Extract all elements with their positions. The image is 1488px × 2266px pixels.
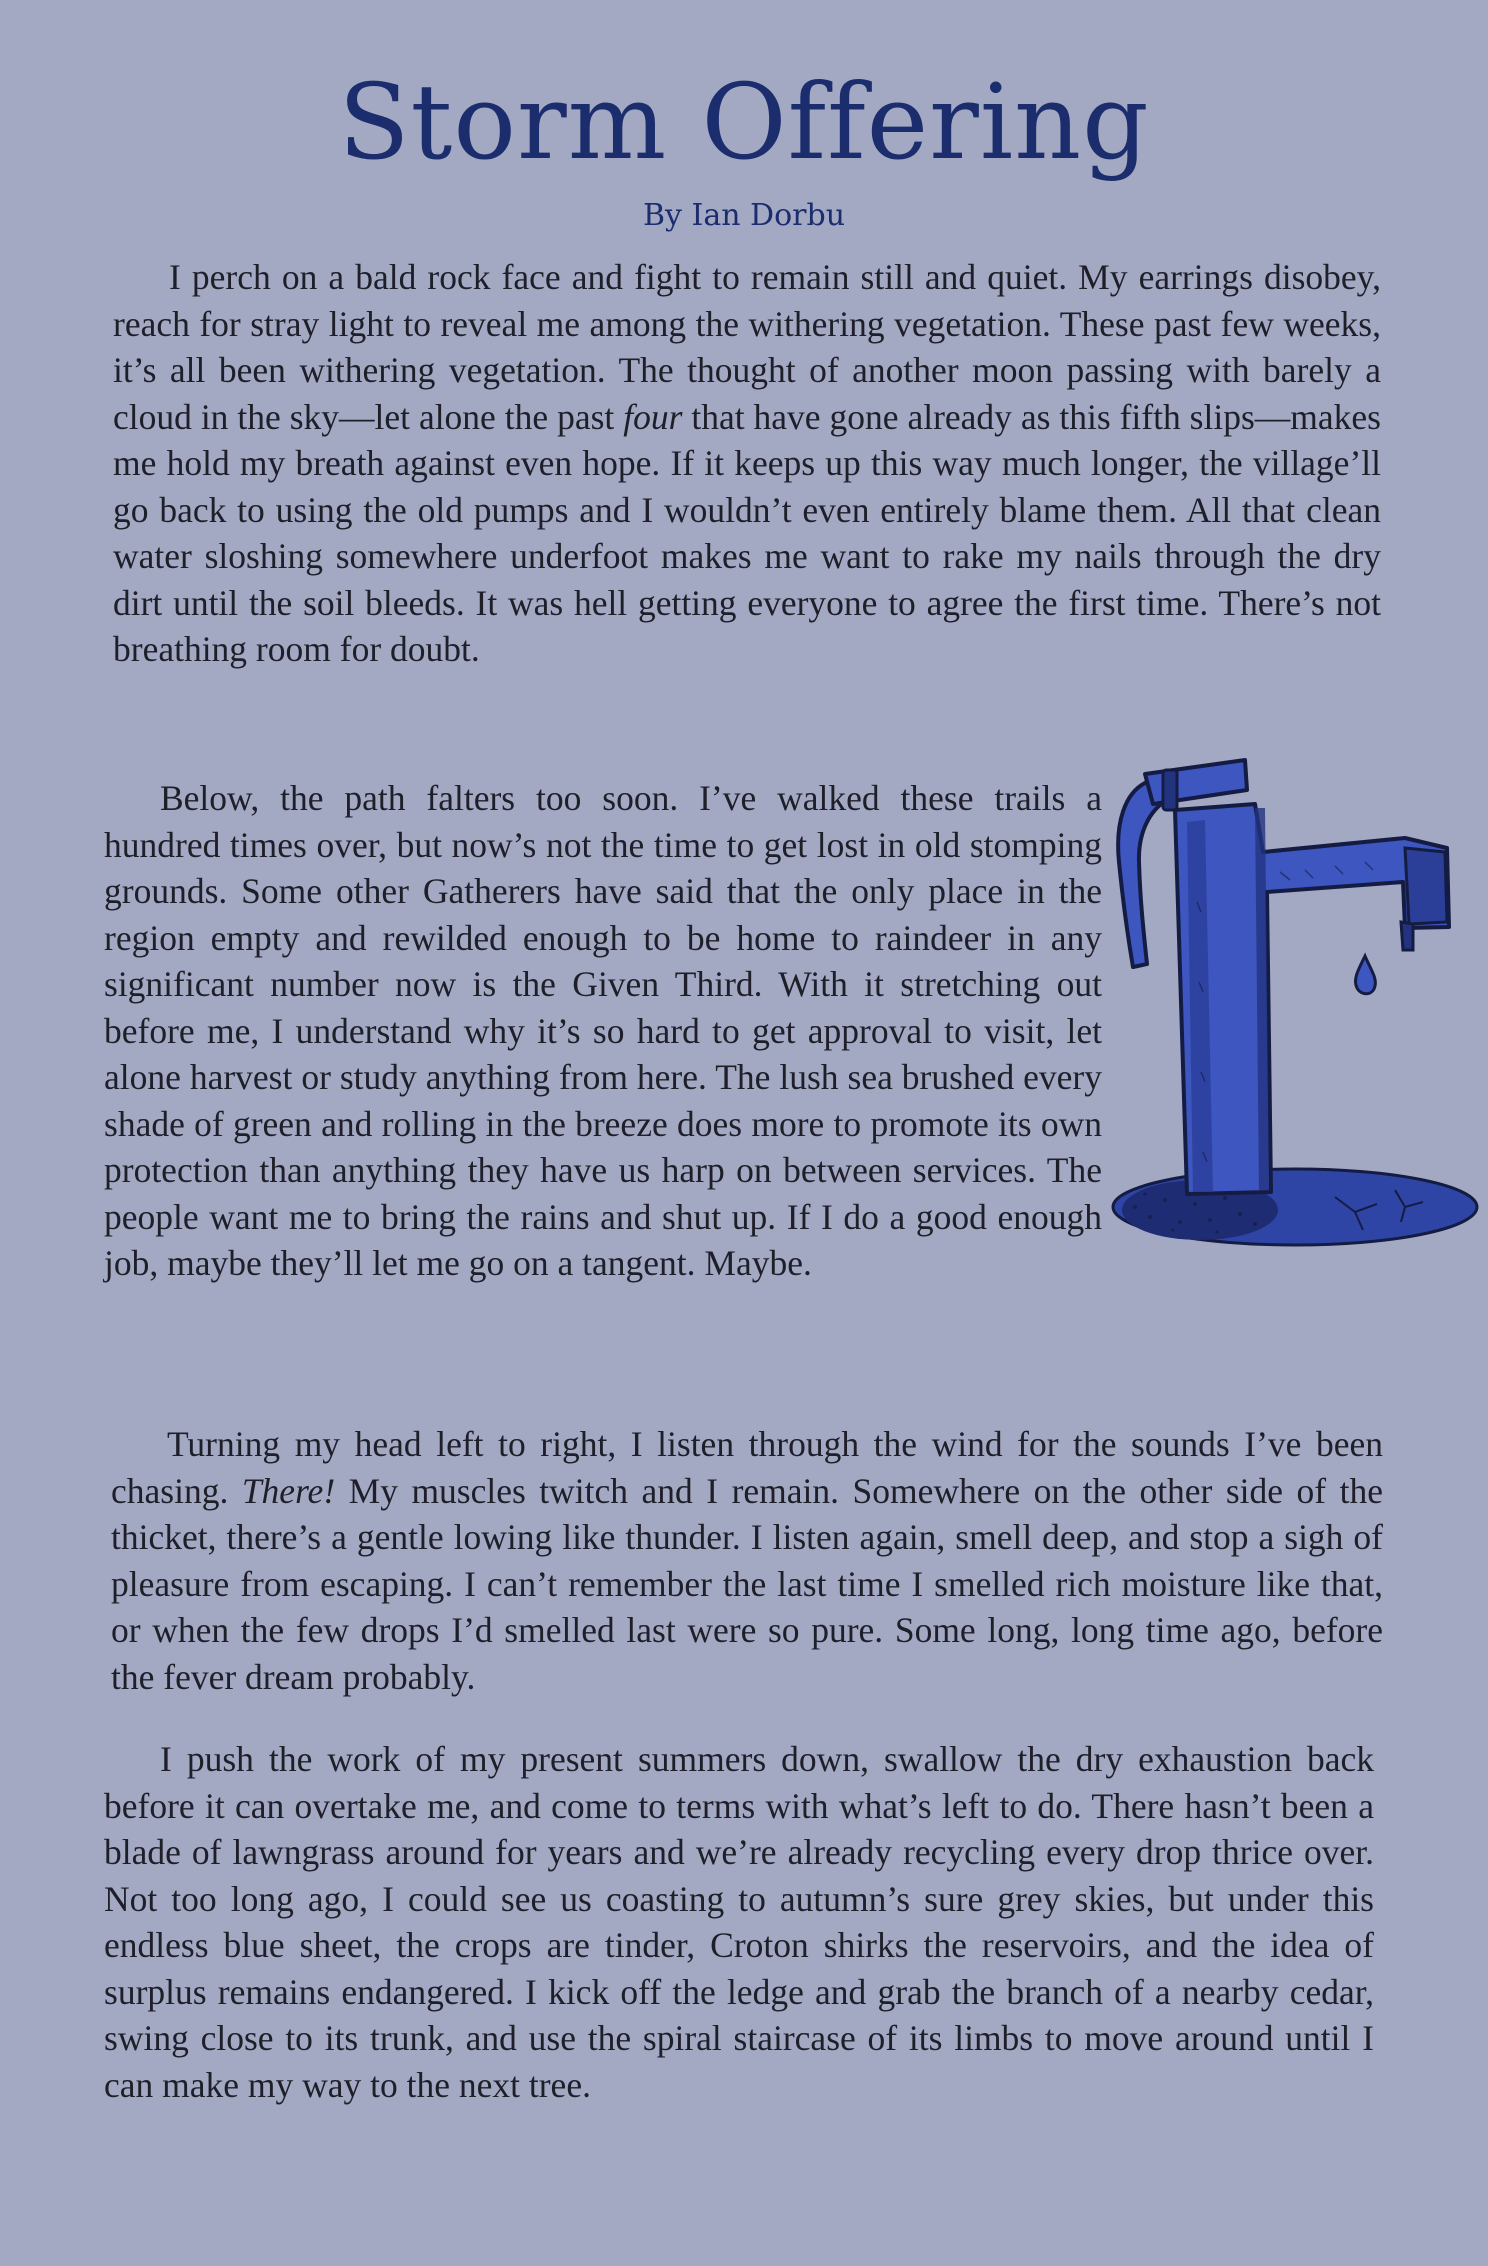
paragraph-3-text-b: My muscles twitch and I remain. Somewhere on the other side of the thicket, there’s a gentle lowing like thunder. I listen again, smell deep, and stop a sigh of pleasure from escaping. I can’t remember the last time I smelled rich moisture like that, or when the few drops I’d smelled last were so pure. Some long, long time ago, before the fever dream probably. bbox=[111, 1470, 1383, 1697]
story-paragraph-4: I push the work of my present summers down, swallow the dry exhaustion back before it can overtake me, and come to terms with what’s left to do. There hasn’t been a blade of lawngrass around for years and we’re already recycling every drop thrice over. Not too long ago, I could see us coasting to autumn’s sure grey skies, but under this endless blue sheet, the crops are tinder, Croton shirks the reservoirs, and the idea of surplus remains endangered. I kick off the ledge and grab the branch of a nearby cedar, swing close to its trunk, and use the spiral staircase of its limbs to move around until I can make my way to the next tree. bbox=[104, 1739, 1374, 2105]
paragraph-1-emphasis: four bbox=[623, 396, 683, 437]
author-byline: By Ian Dorbu bbox=[642, 198, 846, 233]
paragraph-1-text-a: I perch on a bald rock face and fight to remain still and quiet. My earrings disobey, reach for stray light to reveal me among the withering vegetation. These past few weeks, it’s all been withering vegetation. The thought of another moon passing with barely a cloud in the sky—let alone the past bbox=[113, 257, 1381, 437]
story-paragraph-3 bbox=[111, 1421, 1383, 1700]
paragraph-3-text-a: Turning my head left to right, I listen through the wind for the sounds I’ve been chasing. bbox=[111, 1424, 1383, 1511]
water-pump-icon bbox=[1105, 752, 1480, 1257]
story-paragraph-2: Below, the path falters too soon. I’ve walked these trails a hundred times over, but now’s not the time to get lost in old stomping grounds. Some other Gatherers have said that the only place in the region empty and rewilded enough to be home to raindeer in any significant number now is the Given Third. With it stretching out before me, I understand why it’s so hard to get approval to visit, let alone harvest or study anything from here. The lush sea brushed every shade of green and rolling in the breeze does more to promote its own protection than anything they have us harp on between services. The people want me to bring the rains and shut up. If I do a good enough job, maybe they’ll let me go on a tangent. Maybe. bbox=[104, 778, 1102, 1283]
story-paragraph-1 bbox=[113, 254, 1381, 673]
paragraph-3-emphasis: There! bbox=[241, 1470, 336, 1511]
story-title: Storm Offering bbox=[338, 61, 1150, 183]
paragraph-1-text-b: that have gone already as this fifth slips—makes me hold my breath against even hope. If it keeps up this way much longer, the village’ll go back to using the old pumps and I wouldn’t even entirely blame them. All that clean water sloshing somewhere underfoot makes me want to rake my nails through the dry dirt until the soil bleeds. It was hell getting everyone to agree the first time. There’s not breathing room for doubt. bbox=[113, 396, 1381, 669]
